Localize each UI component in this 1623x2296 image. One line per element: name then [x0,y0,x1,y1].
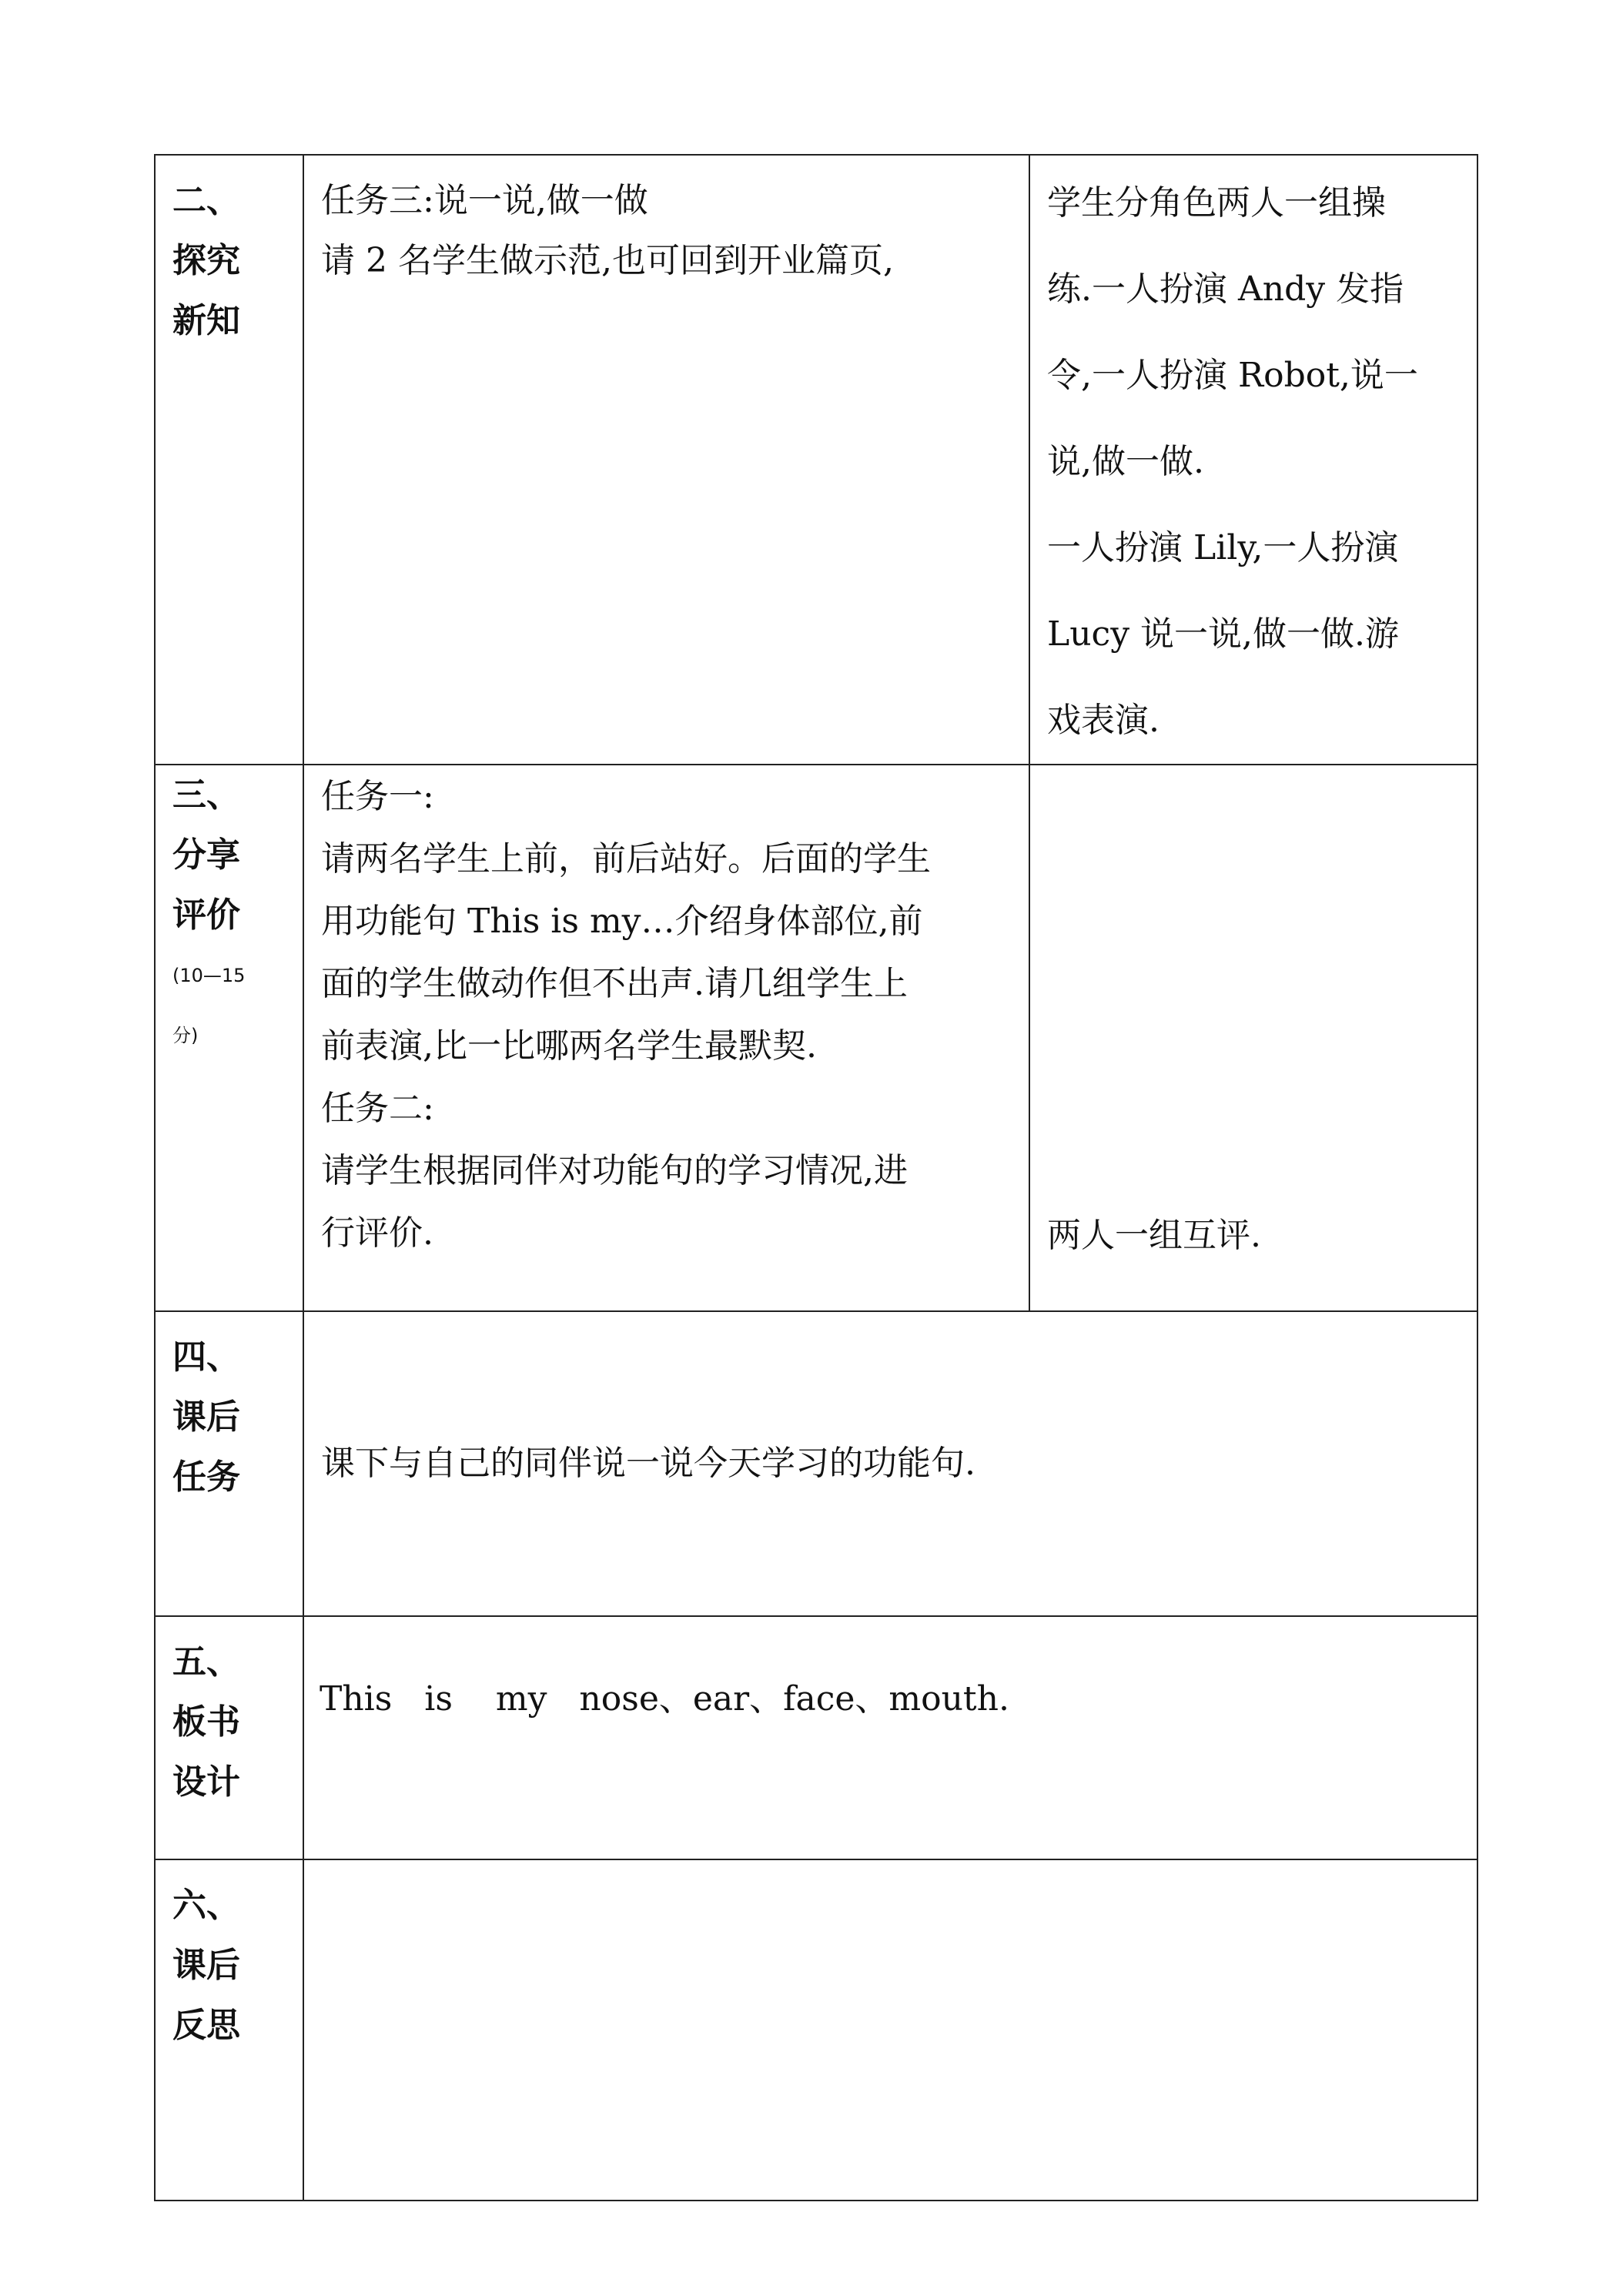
section-cell [155,1616,303,1859]
student-line: 说,做一做. [1047,442,1204,481]
section-title-line2: 设计 [172,1762,240,1802]
section-note-line2: 分) [172,1025,199,1046]
section-title-line2: 任务 [172,1458,240,1497]
row-after-class-task [155,1311,1477,1616]
section-title-line1: 探究 [172,241,240,280]
section-title-line1: 分享 [172,835,240,875]
row-reflection [155,1859,1477,2201]
section-cell [155,1859,303,2201]
section-number: 二、 [172,181,240,220]
section-number: 三、 [172,775,240,815]
row-board-design [155,1616,1477,1859]
section-title-line2: 反思 [172,2006,240,2045]
section-title-line1: 板书 [172,1702,240,1742]
section-cell [155,765,303,1311]
row-share-evaluate [155,765,1477,1311]
teacher-activity-cell [303,155,1029,765]
task-heading: 任务二: [321,1089,434,1128]
student-line: 学生分角色两人一组操 [1047,183,1386,223]
section-number: 四、 [172,1337,240,1377]
student-line: 练.一人扮演 Andy 发指 [1047,269,1404,309]
section-title-line1: 课后 [172,1397,240,1437]
teacher-activity-cell [303,765,1029,1311]
section-cell [155,1311,303,1616]
task-heading: 任务三:说一说,做一做 [321,181,648,220]
lesson-plan-table [154,154,1478,2201]
board-content-cell [303,1616,1477,1859]
board-design-text: This is my nose、ear、face、mouth. [320,1679,1009,1719]
student-line: Lucy 说一说,做一做.游 [1047,614,1400,654]
row-explore [155,155,1477,765]
section-title-line1: 课后 [172,1946,240,1985]
reflection-content-cell [303,1859,1477,2201]
student-line: 戏表演. [1047,701,1160,740]
student-activity-cell [1029,155,1477,765]
task-text: 用功能句 This is my…介绍身体部位,前 [321,902,923,941]
task-content-cell [303,1311,1477,1616]
section-number: 六、 [172,1886,240,1925]
task-text: 前表演,比一比哪两名学生最默契. [321,1026,817,1066]
task-text: 请 2 名学生做示范,也可回到开业篇页, [321,241,894,280]
reflection-text [304,1860,1477,1876]
section-title-line2: 评价 [172,895,240,935]
section-title-line2: 新知 [172,301,240,340]
section-cell [155,155,303,765]
task-text: 行评价. [321,1213,433,1253]
student-activity-cell [1029,765,1477,1311]
student-evaluation-text: 两人一组互评. [1047,1216,1261,1255]
task-text: 请学生根据同伴对功能句的学习情况,进 [321,1151,908,1190]
task-text: 面的学生做动作但不出声.请几组学生上 [321,964,908,1003]
student-line: 令,一人扮演 Robot,说一 [1047,356,1418,395]
task-text: 请两名学生上前，前后站好。后面的学生 [321,839,931,879]
student-line: 一人扮演 Lily,一人扮演 [1047,528,1399,567]
section-number: 五、 [172,1642,240,1682]
after-class-task-text: 课下与自己的同伴说一说今天学习的功能句. [321,1444,975,1483]
task-heading: 任务一: [321,777,434,816]
section-note-line1: (10—15 [172,965,246,986]
